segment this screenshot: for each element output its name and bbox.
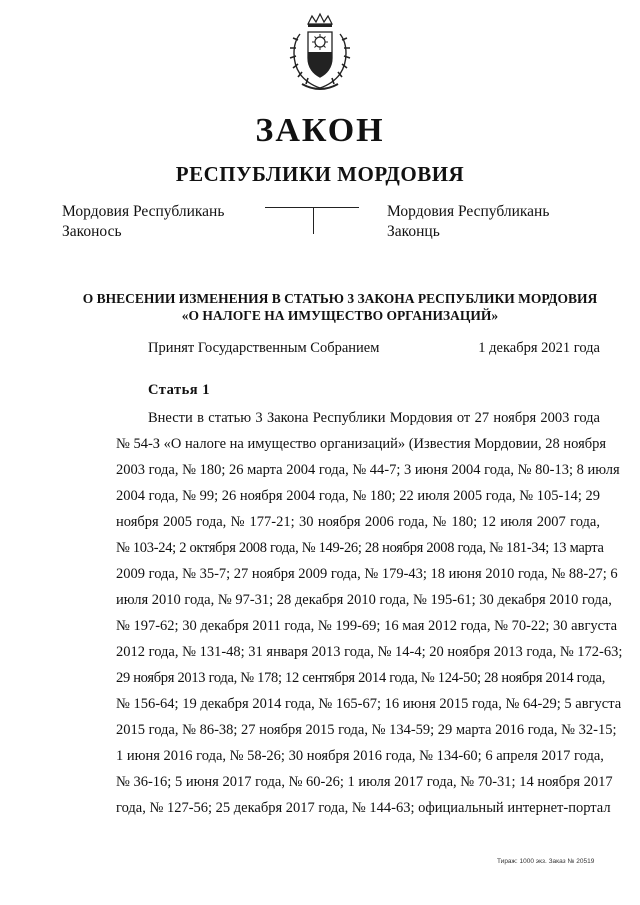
erzya-title-line-1: Мордовия Республикань — [387, 203, 550, 220]
coat-of-arms-emblem — [286, 10, 354, 94]
article-line-8: июля 2010 года, № 97-31; 28 декабря 2010 года, № 195-61; 30 декабря 2010 года, — [116, 592, 612, 608]
law-title-line-1: О ВНЕСЕНИИ ИЗМЕНЕНИЯ В СТАТЬЮ 3 ЗАКОНА РЕСПУБЛИКИ МОРДОВИЯ — [82, 291, 598, 306]
article-line-4: 2004 года, № 99; 26 ноября 2004 года, № 180; 22 июля 2005 года, № 105-14; 29 — [116, 488, 600, 504]
article-line-7: 2009 года, № 35-7; 27 ноября 2009 года, № 179-43; 18 июня 2010 года, № 88-27; 6 — [116, 566, 618, 582]
article-line-16: года, № 127-56; 25 декабря 2017 года, № 144-63; официальный интернет-портал — [116, 800, 611, 816]
article-line-13: 2015 года, № 86-38; 27 ноября 2015 года, № 134-59; 29 марта 2016 года, № 32-15; — [116, 722, 617, 738]
adoption-date: 1 декабря 2021 года — [478, 340, 600, 356]
article-line-12: № 156-64; 19 декабря 2014 года, № 165-67; 16 июня 2015 года, № 64-29; 5 августа — [116, 696, 622, 712]
law-title — [60, 290, 620, 324]
adoption-label: Принят Государственным Собранием — [148, 340, 380, 356]
article-line-9: № 197-62; 30 декабря 2011 года, № 199-69; 16 мая 2012 года, № 70-22; 30 августа — [116, 618, 618, 634]
header-divider-horizontal — [265, 207, 359, 208]
moksha-title-line-1: Мордовия Республикань — [62, 203, 225, 220]
erzya-title — [387, 202, 549, 242]
moksha-title — [62, 202, 224, 242]
header-divider-vertical — [313, 207, 314, 234]
article-line-2: № 54-З «О налоге на имущество организаций» (Известия Мордовии, 28 ноября — [116, 436, 607, 452]
document-title: ЗАКОН — [255, 112, 385, 149]
article-heading: Статья 1 — [148, 382, 210, 398]
article-line-10: 2012 года, № 131-48; 31 января 2013 года, № 14-4; 20 ноября 2013 года, № 172-63; — [116, 644, 623, 660]
moksha-title-line-2: Законось — [62, 223, 122, 240]
article-line-11: 29 ноября 2013 года, № 178; 12 сентября 2014 года, № 124-50; 28 ноября 2014 года, — [116, 670, 606, 686]
article-line-15: № 36-16; 5 июня 2017 года, № 60-26; 1 июля 2017 года, № 70-31; 14 ноября 2017 — [116, 774, 613, 790]
erzya-title-line-2: Законць — [387, 223, 440, 240]
document-subtitle: РЕСПУБЛИКИ МОРДОВИЯ — [175, 162, 465, 186]
article-line-14: 1 июня 2016 года, № 58-26; 30 ноября 2016 года, № 134-60; 6 апреля 2017 года, — [116, 748, 604, 764]
article-line-3: 2003 года, № 180; 26 марта 2004 года, № 44-7; 3 июня 2004 года, № 80-13; 8 июля — [116, 462, 620, 478]
article-line-5: ноября 2005 года, № 177-21; 30 ноября 2006 года, № 180; 12 июля 2007 года, — [116, 514, 600, 530]
law-title-line-2: «О НАЛОГЕ НА ИМУЩЕСТВО ОРГАНИЗАЦИЙ» — [181, 308, 499, 323]
article-line-6: № 103-24; 2 октября 2008 года, № 149-26; 28 ноября 2008 года, № 181-34; 13 марта — [116, 540, 604, 556]
article-line-1: Внести в статью 3 Закона Республики Мордовия от 27 ноября 2003 года — [148, 410, 600, 426]
print-run-note: Тираж: 1000 экз. Заказ № 20519 — [497, 858, 595, 865]
